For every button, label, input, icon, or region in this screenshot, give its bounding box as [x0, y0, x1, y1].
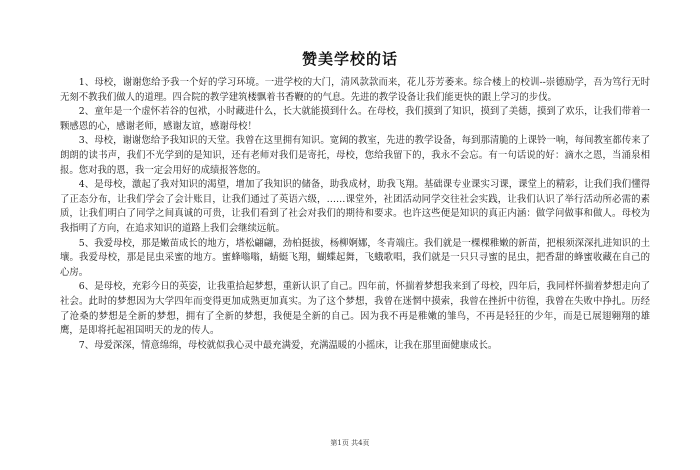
paragraph-3: 3、母校，谢谢您给予我知识的天堂。我曾在这里拥有知识。宽阔的教室，先进的教学设备，每到那清脆的上课铃一响，每间教室都传来了朗朗的读书声，我们不光学到的是知识，还有老师对我们是寄托，母校，您给我留下的，我永不会忘。有一句话说的好：滴水之恩，当涌泉相报。您对我的恩，我一定会用好的成绩报答您的。	[60, 135, 650, 176]
document-title: 赞美学校的话	[301, 50, 398, 68]
page-number-footer: 第1页 共4页	[330, 439, 370, 447]
paragraph-6: 6、是母校，充彩今日的英姿，让我重拾起梦想，重新认识了自己。四年前，怀揣着梦想我来到了母校，四年后，我同样怀揣着梦想走向了社会。此时的梦想因为大学四年而变得更加成熟更加真实。为了这个梦想，我曾在迷惘中摸索，我曾在挫折中彷徨，我曾在失败中挣扎。历经了沧桑的梦想是全新的梦想，拥有了全新的梦想，我便是全新的自己。因为我不再是稚嫩的雏鸟，不再是轻狂的少年，而是已展翅翱翔的雄鹰，是即将托起祖国明天的龙的传人。	[60, 281, 650, 337]
paragraph-2: 2、童年是一个虚怀若谷的包袱，小时藏进什么，长大就能摸到什么。在母校，我们摸到了知识，摸到了美德，摸到了欢乐，让我们带着一颗感恩的心，感谢老师，感谢友谊，感谢母校！	[60, 106, 650, 132]
paragraph-1: 1、母校，谢谢您给予我一个好的学习环境。一进学校的大门，清风款款而来，花儿芬芳萎来。综合楼上的校训--崇德励学，吾为笃行无时无刻不教我们做人的道理。四合院的教学建筑楼飘着书香鞭的的气息。先进的教学设备让我们能更快的跟上学习的步伐。	[60, 77, 650, 103]
paragraph-4: 4、是母校，激起了我对知识的渴望，增加了我知识的储备，助我成材，助我飞翔。基础课专业课实习课，课堂上的精彩，让我们我们懂得了正态分布，让我们学会了会计账目，让我们通过了英语六级，……课堂外，社团活动同学交往社会实践，让我们认识了举行活动所必需的素质，让我们明白了同学之间真诚的可贵，让我们看到了社会对我们的期待和要求。也许这些便是知识的真正内涵：做学问做事和做人。母校为我指明了方向，在追求知识的道路上我们会继续远航。	[60, 179, 650, 234]
paragraph-5: 5、我爱母校，那是嫩苗成长的地方，塔松翩翩，劲柏挺拔，杨柳婀娜，冬青端庄。我们就是一棵棵稚嫩的新苗，把根须深深扎进知识的土壤。我爱母校，那是昆虫采蜜的地方。蜜蜂嗡嗡，蜻蜓飞翔，蝴蝶起舞，飞蛾歌唱，我们就是一只只寻蜜的昆虫，把香甜的蜂蜜收藏在自己的心房。	[60, 237, 650, 278]
document-body	[60, 76, 650, 353]
paragraph-7: 7、母爱深深，情意绵绵，母校就似我心灵中最充满爱，充满温暖的小摇床，让我在那里面健康成长。	[78, 339, 498, 351]
